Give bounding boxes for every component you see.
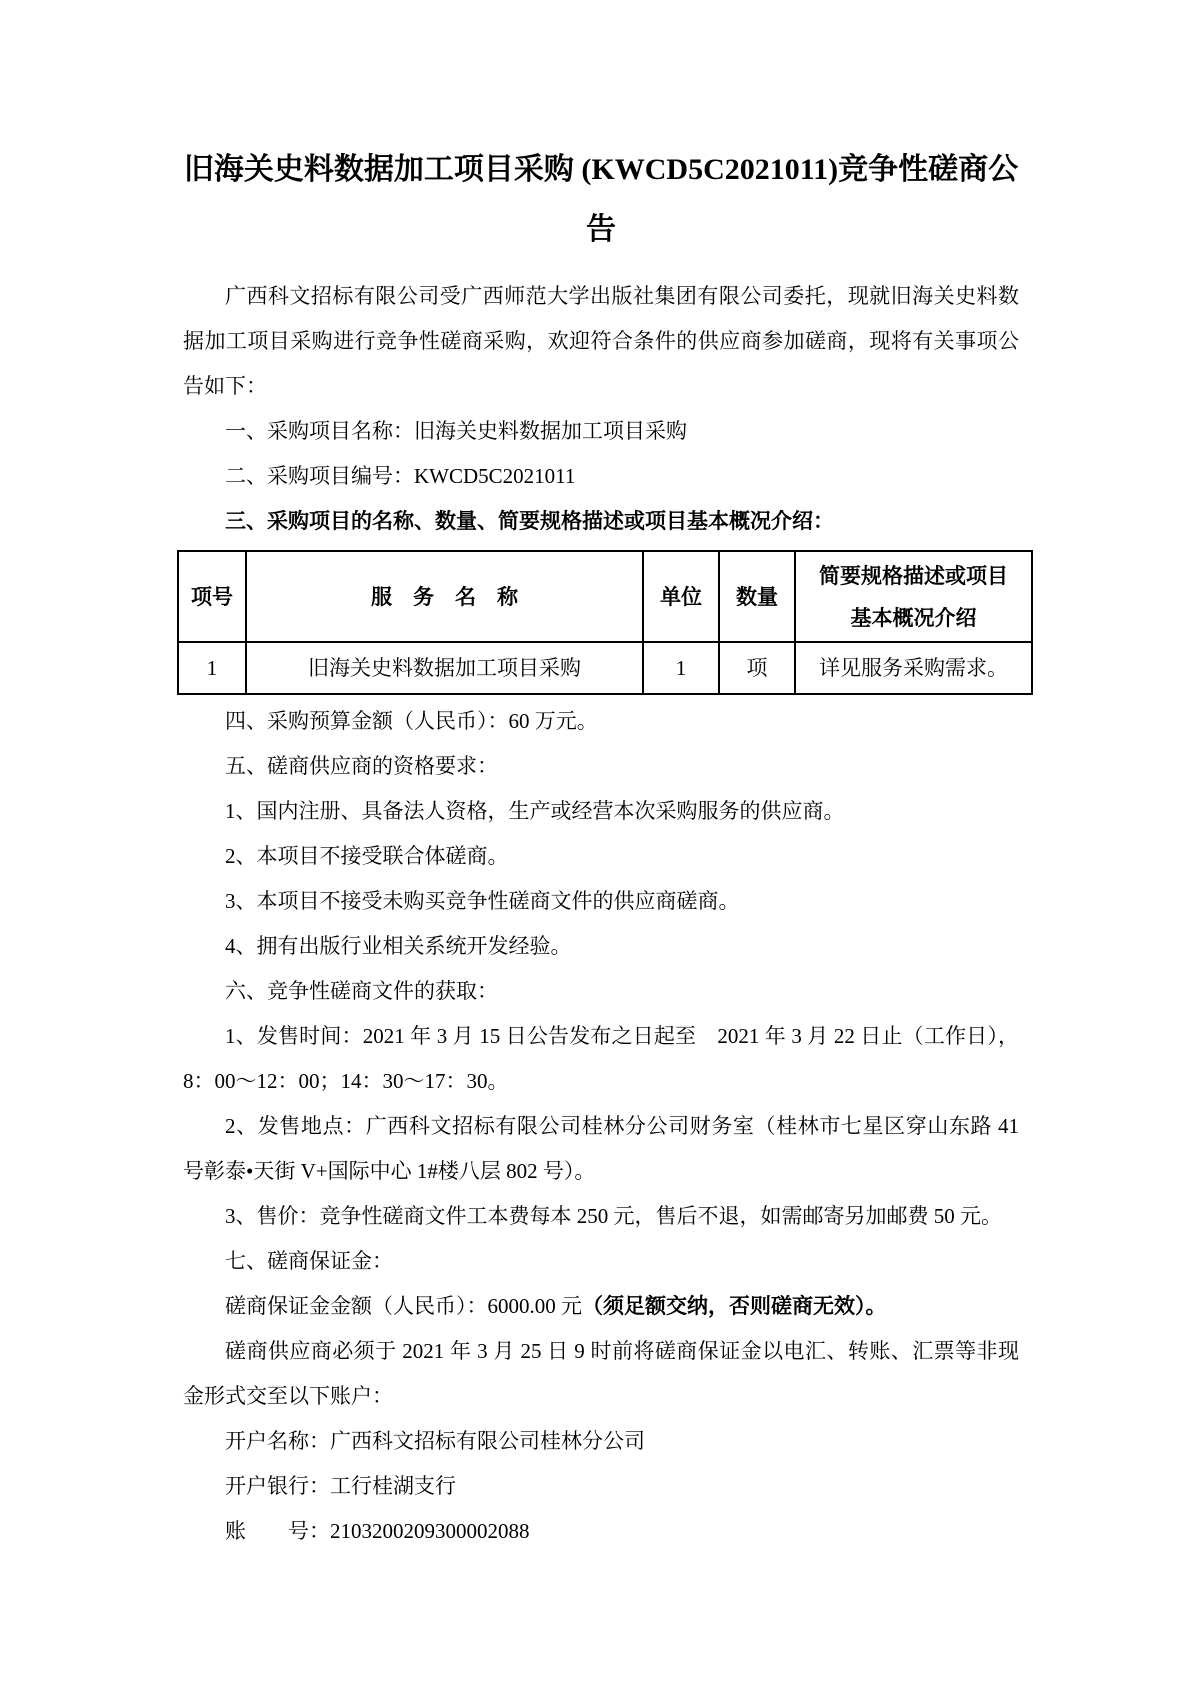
header-unit: 单位 — [643, 551, 719, 642]
page-title — [183, 140, 1019, 260]
item1-project-name: 一、采购项目名称：旧海关史料数据加工项目采购 — [225, 419, 687, 443]
header-item-no: 项号 — [178, 551, 246, 642]
item7-heading: 七、磋商保证金： — [225, 1249, 393, 1273]
intro-paragraph: 广西科文招标有限公司受广西师范大学出版社集团有限公司委托，现就旧海关史料数据加工项目采购进行竞争性磋商采购，欢迎符合条件的供应商参加磋商，现将有关事项公告如下： — [183, 284, 1019, 398]
account-name-line: 开户名称：广西科文招标有限公司桂林分公司 — [225, 1429, 645, 1453]
item6-sale-place: 2、发售地点：广西科文招标有限公司桂林分公司财务室（桂林市七星区穿山东路 41 号彰泰•天街 V+国际中心 1#楼八层 802 号）。 — [183, 1114, 1019, 1183]
account-number-line: 账 号：2103200209300002088 — [225, 1519, 530, 1543]
item7-deposit-amount — [183, 1284, 1019, 1329]
item5-req-3: 3、本项目不接受未购买竞争性磋商文件的供应商磋商。 — [225, 889, 740, 913]
item5-req-2: 2、本项目不接受联合体磋商。 — [225, 844, 509, 868]
header-spec-line1: 简要规格描述或项目 — [819, 563, 1008, 588]
item6-price: 3、售价：竞争性磋商文件工本费每本 250 元，售后不退，如需邮寄另加邮费 50 元。 — [225, 1204, 1002, 1228]
item2-project-number: 二、采购项目编号：KWCD5C2021011 — [225, 464, 576, 488]
table-header-row — [178, 551, 1032, 642]
item6-heading: 六、竞争性磋商文件的获取： — [225, 979, 498, 1003]
page-title-line1: 旧海关史料数据加工项目采购 (KWCD5C2021011)竞争性磋商公 — [183, 153, 1019, 186]
cell-unit: 1 — [643, 642, 719, 694]
account-bank-line: 开户银行：工行桂湖支行 — [225, 1474, 456, 1498]
item4-budget: 四、采购预算金额（人民币）：60 万元。 — [225, 709, 598, 733]
item5-req-1: 1、国内注册、具备法人资格，生产或经营本次采购服务的供应商。 — [225, 799, 845, 823]
cell-quantity: 项 — [719, 642, 795, 694]
cell-spec-description: 详见服务采购需求。 — [795, 642, 1032, 694]
header-service-name: 服 务 名 称 — [246, 551, 643, 642]
item6-sale-time: 1、发售时间：2021 年 3 月 15 日公告发布之日起至 2021 年 3 月 22 日止（工作日），8：00～12：00；14：30～17：30。 — [183, 1024, 1019, 1093]
item3-heading: 三、采购项目的名称、数量、简要规格描述或项目基本概况介绍： — [225, 509, 834, 533]
procurement-items-table — [177, 550, 1033, 695]
header-spec-line2: 基本概况介绍 — [850, 605, 977, 630]
page-title-line2: 告 — [586, 213, 616, 246]
item5-heading: 五、磋商供应商的资格要求： — [225, 754, 498, 778]
cell-item-no: 1 — [178, 642, 246, 694]
item5-req-4: 4、拥有出版行业相关系统开发经验。 — [225, 934, 572, 958]
deposit-amount-text: 磋商保证金金额（人民币）：6000.00 元 — [225, 1294, 582, 1318]
cell-service-name: 旧海关史料数据加工项目采购 — [246, 642, 643, 694]
header-quantity: 数量 — [719, 551, 795, 642]
table-row — [178, 642, 1032, 694]
header-spec-description — [795, 551, 1032, 642]
item7-payment-deadline: 磋商供应商必须于 2021 年 3 月 25 日 9 时前将磋商保证金以电汇、转账、汇票等非现金形式交至以下账户： — [183, 1339, 1019, 1408]
deposit-amount-bold-note: （须足额交纳，否则磋商无效）。 — [582, 1294, 887, 1318]
